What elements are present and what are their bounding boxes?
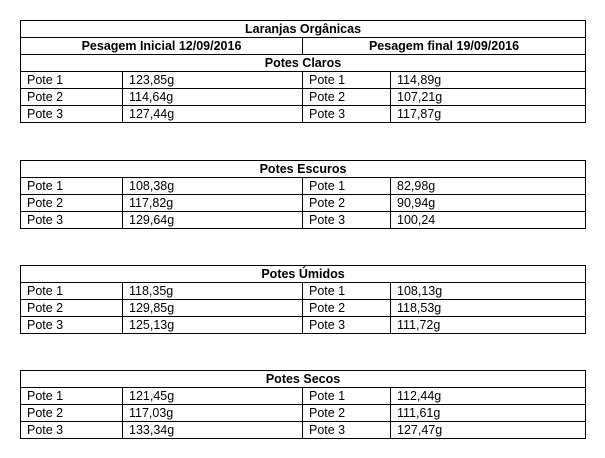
- final-weight: 107,21g: [391, 89, 586, 106]
- final-pot-label: Pote 2: [303, 89, 391, 106]
- group-header-row: [21, 55, 586, 72]
- table-row: [21, 106, 586, 123]
- table-row: [21, 178, 586, 195]
- final-pot-label: Pote 3: [303, 422, 391, 439]
- initial-pot-label: Pote 2: [21, 405, 123, 422]
- final-weight: 90,94g: [391, 195, 586, 212]
- final-weighing-header: Pesagem final 19/09/2016: [303, 38, 586, 55]
- group-title: Potes Claros: [21, 55, 586, 72]
- table-row: [21, 212, 586, 229]
- initial-weight: 127,44g: [123, 106, 303, 123]
- group-header-row: [21, 371, 586, 388]
- final-pot-label: Pote 1: [303, 72, 391, 89]
- group-header-row: [21, 266, 586, 283]
- initial-pot-label: Pote 2: [21, 300, 123, 317]
- table-row: [21, 283, 586, 300]
- final-weight: 118,53g: [391, 300, 586, 317]
- initial-pot-label: Pote 1: [21, 178, 123, 195]
- potes-escuros-table: [20, 160, 586, 229]
- initial-weight: 108,38g: [123, 178, 303, 195]
- final-pot-label: Pote 2: [303, 405, 391, 422]
- initial-pot-label: Pote 1: [21, 72, 123, 89]
- weighing-dates-row: [21, 38, 586, 55]
- initial-weight: 121,45g: [123, 388, 303, 405]
- table-row: [21, 422, 586, 439]
- final-weight: 108,13g: [391, 283, 586, 300]
- table-row: [21, 405, 586, 422]
- table-row: [21, 317, 586, 334]
- initial-pot-label: Pote 2: [21, 195, 123, 212]
- title-row: [21, 21, 586, 38]
- final-weight: 100,24: [391, 212, 586, 229]
- initial-weight: 118,35g: [123, 283, 303, 300]
- initial-pot-label: Pote 3: [21, 212, 123, 229]
- initial-weight: 117,03g: [123, 405, 303, 422]
- initial-pot-label: Pote 3: [21, 106, 123, 123]
- initial-pot-label: Pote 3: [21, 317, 123, 334]
- final-pot-label: Pote 2: [303, 300, 391, 317]
- document-title: Laranjas Orgânicas: [21, 21, 586, 38]
- initial-weight: 125,13g: [123, 317, 303, 334]
- group-title: Potes Secos: [21, 371, 586, 388]
- table-row: [21, 72, 586, 89]
- final-pot-label: Pote 2: [303, 195, 391, 212]
- initial-pot-label: Pote 1: [21, 388, 123, 405]
- table-row: [21, 195, 586, 212]
- final-weight: 114,89g: [391, 72, 586, 89]
- initial-weight: 117,82g: [123, 195, 303, 212]
- initial-weight: 129,64g: [123, 212, 303, 229]
- final-pot-label: Pote 3: [303, 212, 391, 229]
- initial-weight: 123,85g: [123, 72, 303, 89]
- final-weight: 82,98g: [391, 178, 586, 195]
- final-weight: 117,87g: [391, 106, 586, 123]
- table-row: [21, 89, 586, 106]
- final-pot-label: Pote 1: [303, 178, 391, 195]
- potes-umidos-table: [20, 265, 586, 334]
- table-row: [21, 300, 586, 317]
- final-weight: 127,47g: [391, 422, 586, 439]
- final-pot-label: Pote 3: [303, 106, 391, 123]
- final-weight: 111,61g: [391, 405, 586, 422]
- table-row: [21, 388, 586, 405]
- final-weight: 112,44g: [391, 388, 586, 405]
- initial-weight: 129,85g: [123, 300, 303, 317]
- final-pot-label: Pote 1: [303, 283, 391, 300]
- potes-claros-table: [20, 20, 586, 123]
- group-title: Potes Escuros: [21, 161, 586, 178]
- potes-secos-table: [20, 370, 586, 439]
- initial-pot-label: Pote 1: [21, 283, 123, 300]
- final-pot-label: Pote 3: [303, 317, 391, 334]
- initial-weight: 114,64g: [123, 89, 303, 106]
- initial-weight: 133,34g: [123, 422, 303, 439]
- group-header-row: [21, 161, 586, 178]
- initial-pot-label: Pote 2: [21, 89, 123, 106]
- final-pot-label: Pote 1: [303, 388, 391, 405]
- group-title: Potes Úmidos: [21, 266, 586, 283]
- final-weight: 111,72g: [391, 317, 586, 334]
- initial-pot-label: Pote 3: [21, 422, 123, 439]
- initial-weighing-header: Pesagem Inicial 12/09/2016: [21, 38, 303, 55]
